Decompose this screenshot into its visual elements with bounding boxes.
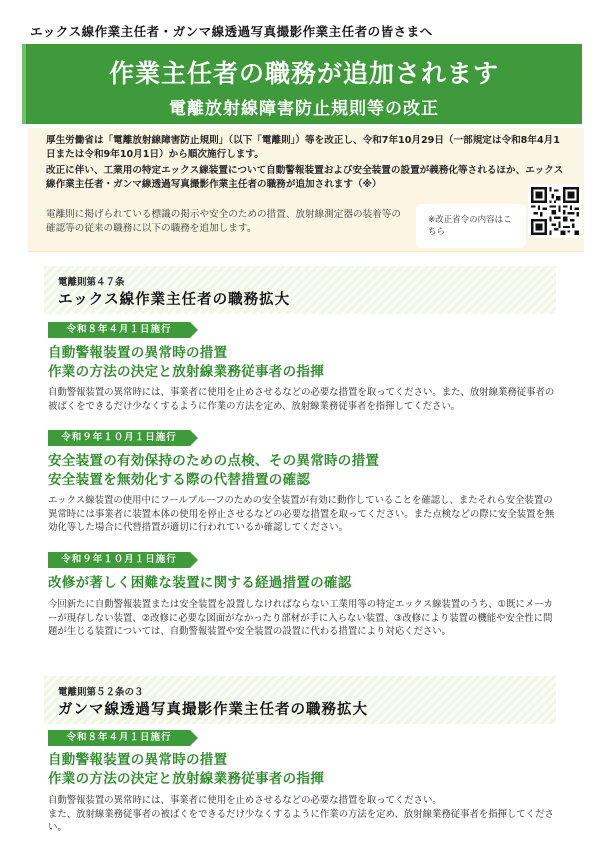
audience-label: エックス線作業主任者・ガンマ線透過写真撮影作業主任者の皆さまへ <box>30 24 433 39</box>
section-header-xray <box>44 266 556 314</box>
effective-date-badge: 令和９年１０月１日施行 <box>48 552 190 568</box>
item-title <box>48 574 568 593</box>
item-title <box>48 751 568 789</box>
item-title-line-1: 自動警報装置の異常時の措置 <box>48 752 228 768</box>
section-header-gamma <box>44 676 556 724</box>
item-body: エックス線装置の使用中にフールプルーフのための安全装置が有効に動作していることを確認し、またそれら安全装置の異常時には事業者に装置本体の使用を停止させるなどの必要な措置を取ってください。また点検などの際に安全装置を無効化等した場合に代替措置が適切に行われているか確認してください。 <box>48 495 555 533</box>
qr-code-icon[interactable] <box>528 184 582 238</box>
amendment-note: ※改正省令の内容はこちら <box>428 215 512 237</box>
item-title-line-2: 作業の方法の決定と放射線業務従事者の指揮 <box>48 364 324 380</box>
item-title-line-1: 改修が著しく困難な装置に関する経過措置の確認 <box>48 575 352 591</box>
section-title: ガンマ線透過写真撮影作業主任者の職務拡大 <box>58 702 368 718</box>
item-body: 自動警報装置の異常時には、事業者に使用を止めさせるなどの必要な措置を取ってください。また、放射線業務従事者の被ばくをできるだけ少なくするように作業の方法を定め、放射線業務従事者を指揮してください。 <box>48 387 555 412</box>
effective-date-badge: 令和８年４月１日施行 <box>48 730 190 746</box>
intro-paragraph-3: 電離則に掲げられている標識の掲示や安全のための措置、放射線測定器の装着等の確認等の従来の職務に以下の職務を追加します。 <box>46 209 401 234</box>
section-law-ref: 電離則第５２条の３ <box>58 687 144 698</box>
page-subtitle: 電離放射線障害防止規則等の改正 <box>169 99 439 119</box>
intro-paragraph-2: 改正に伴い、工業用の特定エックス線装置について自動警報装置および安全装置の設置が義務化等されるほか、エックス線作業主任者・ガンマ線透過写真撮影作業主任者の職務が追加されます（※） <box>46 165 564 190</box>
item-body: 自動警報装置の異常時には、事業者に使用を止めさせるなどの必要な措置を取ってください。 また、放射線業務従事者の被ばくをできるだけ少なくするように作業の方法を定め、放射線業務従事者を指揮してください。 <box>48 795 554 833</box>
amendment-note-box <box>416 204 526 248</box>
page-title: 作業主任者の職務が追加されます <box>108 59 499 88</box>
item-title <box>48 452 568 490</box>
item-title-line-2: 安全装置を無効化する際の代替措置の確認 <box>48 472 311 488</box>
item-body: 今回新たに自動警報装置または安全装置を設置しなければならない工業用等の特定エックス線装置のうち、①既にメーカーが現存しない装置、②改修に必要な図面がなかったり部材が手に入らない装置、③改修により装置の機能や安全性に問題が生じる装置については、自動警報装置や安全装置の設置に代わる措置により対応ください。 <box>48 599 553 637</box>
intro-paragraph-1: 厚生労働省は「電離放射線障害防止規則」（以下「電離則」）等を改正し、令和7年10月29日（一部規定は令和8年4月1日または令和9年10月1日）から順次施行します。 <box>46 135 560 160</box>
title-banner <box>22 44 582 124</box>
effective-date-badge: 令和８年４月１日施行 <box>48 322 190 338</box>
intro-box <box>28 128 584 252</box>
item-title <box>48 344 568 382</box>
section-law-ref: 電離則第４７条 <box>58 277 125 288</box>
item-title-line-1: 自動警報装置の異常時の措置 <box>48 345 228 361</box>
effective-date-badge: 令和９年１０月１日施行 <box>48 430 190 446</box>
item-title-line-1: 安全装置の有効保持のための点検、その異常時の措置 <box>48 453 380 469</box>
item-title-line-2: 作業の方法の決定と放射線業務従事者の指揮 <box>48 771 324 787</box>
section-title: エックス線作業主任者の職務拡大 <box>58 292 291 308</box>
